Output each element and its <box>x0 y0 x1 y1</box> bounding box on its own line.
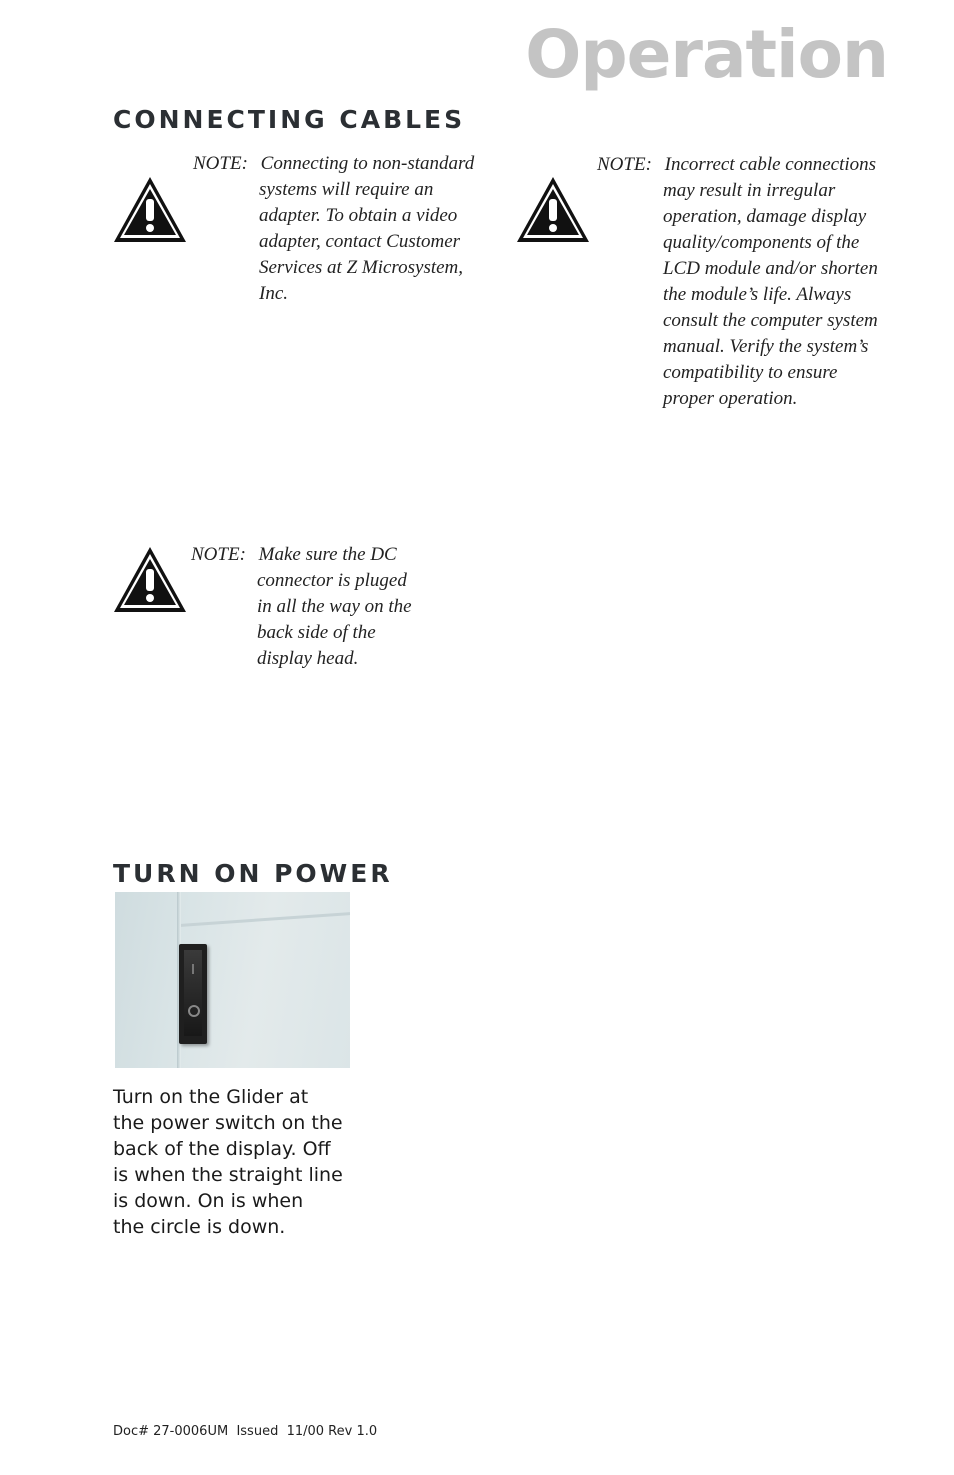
note-line: adapter. To obtain a video <box>259 205 458 226</box>
body-line: Turn on the Glider at <box>113 1086 309 1108</box>
note-line: Services at Z Microsystem, <box>259 257 464 278</box>
note-line: quality/components of the <box>663 232 860 253</box>
note-line: may result in irregular <box>663 180 836 201</box>
note-dc-connector <box>191 542 451 672</box>
note-label: NOTE: <box>191 544 246 565</box>
on-circle-icon <box>188 1005 200 1017</box>
body-line: is when the straight line <box>113 1164 343 1186</box>
section-heading-connecting-cables: CONNECTING CABLES <box>113 105 466 134</box>
note-line: adapter, contact Customer <box>259 231 461 252</box>
document-footer: Doc# 27-0006UM Issued 11/00 Rev 1.0 <box>113 1424 378 1439</box>
note-line: back side of the <box>257 622 376 643</box>
body-line: the power switch on the <box>113 1112 343 1134</box>
note-label: NOTE: <box>193 153 248 174</box>
note-line: Inc. <box>259 283 289 304</box>
note-first-line: Make sure the DC <box>258 544 397 565</box>
note-line: connector is pluged <box>257 570 407 591</box>
note-line: operation, damage display <box>663 206 867 227</box>
warning-triangle-icon <box>112 175 188 245</box>
warning-triangle-icon <box>515 175 591 245</box>
note-line: LCD module and/or shorten <box>663 258 878 279</box>
note-line: compatibility to ensure <box>663 362 838 383</box>
body-line: back of the display. Off <box>113 1138 331 1160</box>
note-first-line: Incorrect cable connections <box>664 154 877 175</box>
note-line: in all the way on the <box>257 596 412 617</box>
note-line: the module’s life. Always <box>663 284 852 305</box>
note-line: display head. <box>257 648 359 669</box>
note-first-line: Connecting to non-standard <box>260 153 475 174</box>
body-line: the circle is down. <box>113 1216 286 1238</box>
note-line: manual. Verify the system’s <box>663 336 869 357</box>
note-line: systems will require an <box>259 179 434 200</box>
power-switch-photo <box>115 892 350 1068</box>
page-title: Operation <box>525 16 888 93</box>
section-heading-turn-on-power: TURN ON POWER <box>113 859 393 888</box>
body-line: is down. On is when <box>113 1190 304 1212</box>
note-line: proper operation. <box>663 388 798 409</box>
note-label: NOTE: <box>597 154 652 175</box>
note-incorrect-connections <box>597 152 897 412</box>
power-instructions <box>113 1084 358 1240</box>
display-ridge <box>181 912 350 927</box>
note-nonstandard-systems <box>193 151 493 307</box>
warning-triangle-icon <box>112 545 188 615</box>
note-line: consult the computer system <box>663 310 878 331</box>
power-switch-rocker <box>184 950 202 1036</box>
off-line-icon <box>192 964 194 974</box>
